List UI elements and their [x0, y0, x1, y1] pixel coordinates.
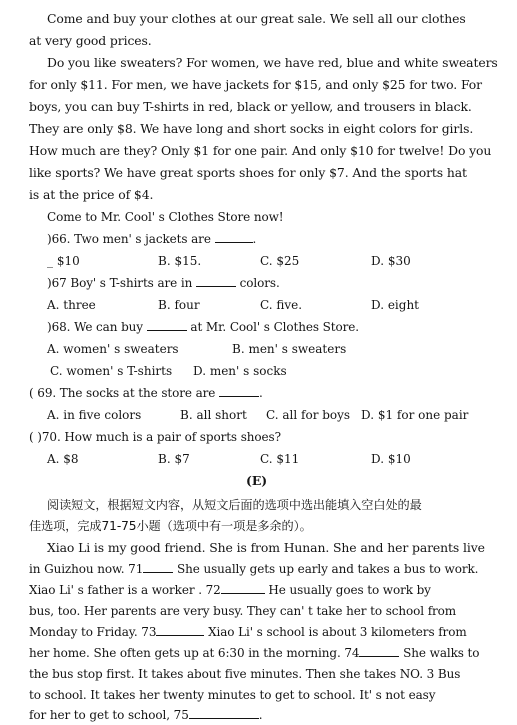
- option-c: C. women' s T-shirts: [50, 364, 173, 378]
- instruction-line: 佳选项，完成71-75小题（选项中有一项是多余的）。: [29, 519, 312, 533]
- question-stem: )68. We can buy: [47, 320, 147, 334]
- answer-blank: [215, 231, 253, 243]
- passage-line: to school. It takes her twenty minutes to get to school. It' s not easy: [29, 688, 436, 702]
- option-b: B. all short: [180, 408, 247, 422]
- question-67: [47, 275, 280, 291]
- instruction-line: 阅读短文，根据短文内容，从短文后面的选项中选出能填入空白处的最: [47, 498, 422, 512]
- question-stem-end: .: [259, 386, 263, 400]
- passage-line: Do you like sweaters? For women, we have red, blue and white sweaters: [47, 55, 498, 70]
- passage-text: Xiao Li' s school is about 3 kilometers from: [204, 625, 467, 639]
- option-a: A. $8: [47, 452, 79, 466]
- passage-line: They are only $8. We have long and short socks in eight colors for girls.: [29, 121, 474, 136]
- question-stem: ( 69. The socks at the store are: [29, 386, 220, 400]
- passage-line: Come and buy your clothes at our great sale. We sell all our clothes: [47, 11, 466, 26]
- option-b: B. men' s sweaters: [232, 342, 347, 356]
- question-stem-end: .: [252, 232, 257, 246]
- answer-blank: [156, 624, 204, 636]
- passage-line: like sports? We have great sports shoes for only $7. And the sports hat: [29, 165, 467, 180]
- passage-line: bus, too. Her parents are very busy. They can' t take her to school from: [29, 604, 457, 618]
- question-70: ( )70. How much is a pair of sports shoes?: [29, 430, 281, 444]
- passage-text: She usually gets up early and takes a bus to work.: [173, 562, 479, 576]
- question-66: [47, 231, 256, 247]
- answer-blank: [359, 645, 399, 657]
- answer-blank: [219, 385, 259, 397]
- question-stem-end: at Mr. Cool' s Clothes Store.: [186, 320, 359, 334]
- answer-blank: [221, 582, 265, 594]
- option-c: C. $11: [260, 452, 300, 466]
- answer-blank: [143, 561, 173, 573]
- passage-line: Xiao Li is my good friend. She is from Hunan. She and her parents live: [47, 540, 485, 555]
- option-d: D. eight: [371, 298, 419, 312]
- passage-line: at very good prices.: [29, 33, 152, 48]
- passage-line: [29, 624, 467, 640]
- option-b: B. four: [158, 298, 200, 312]
- option-b: B. $7: [158, 452, 190, 466]
- option-c: C. all for boys: [266, 408, 351, 422]
- option-d: D. $30: [371, 254, 411, 268]
- passage-text: .: [258, 708, 263, 722]
- passage-line: for only $11. For men, we have jackets for $15, and only $25 for two. For: [29, 77, 482, 92]
- option-d: D. $1 for one pair: [361, 408, 469, 422]
- passage-text: her home. She often gets up at 6:30 in the morning. 74: [29, 646, 360, 660]
- passage-line: the bus stop first. It takes about five minutes. Then she takes NO. 3 Bus: [29, 667, 461, 681]
- option-a: A. women' s sweaters: [47, 342, 179, 356]
- passage-text: She walks to: [399, 646, 480, 660]
- passage-text: in Guizhou now. 71: [29, 562, 144, 576]
- passage-line: is at the price of $4.: [29, 187, 154, 202]
- option-c: C. five.: [260, 298, 303, 312]
- answer-blank: [189, 707, 259, 719]
- passage-line: Come to Mr. Cool' s Clothes Store now!: [47, 210, 284, 224]
- option-a: _ $10: [47, 254, 80, 268]
- option-b: B. $15.: [158, 254, 202, 268]
- passage-line: [29, 582, 431, 598]
- option-d: D. men' s socks: [193, 364, 287, 378]
- question-68: [47, 319, 359, 335]
- question-stem-end: colors.: [235, 276, 280, 290]
- option-d: D. $10: [371, 452, 411, 466]
- question-stem: )67 Boy' s T-shirts are in: [47, 276, 196, 290]
- option-a: A. three: [47, 298, 96, 312]
- passage-line: [29, 645, 479, 661]
- passage-text: for her to get to school, 75: [29, 708, 189, 722]
- question-stem: )66. Two men' s jackets are: [47, 232, 215, 246]
- answer-blank: [196, 275, 236, 287]
- section-heading: (E): [246, 473, 268, 488]
- passage-text: He usually goes to work by: [264, 583, 431, 597]
- answer-blank: [147, 319, 187, 331]
- passage-line: [29, 707, 262, 723]
- question-69: [29, 385, 263, 401]
- passage-line: [29, 561, 478, 577]
- option-a: A. in five colors: [47, 408, 142, 422]
- passage-line: boys, you can buy T-shirts in red, black or yellow, and trousers in black.: [29, 99, 472, 114]
- option-c: C. $25: [260, 254, 300, 268]
- passage-text: Xiao Li' s father is a worker . 72: [29, 583, 221, 597]
- passage-text: Monday to Friday. 73: [29, 625, 157, 639]
- passage-line: How much are they? Only $1 for one pair. And only $10 for twelve! Do you: [29, 143, 492, 158]
